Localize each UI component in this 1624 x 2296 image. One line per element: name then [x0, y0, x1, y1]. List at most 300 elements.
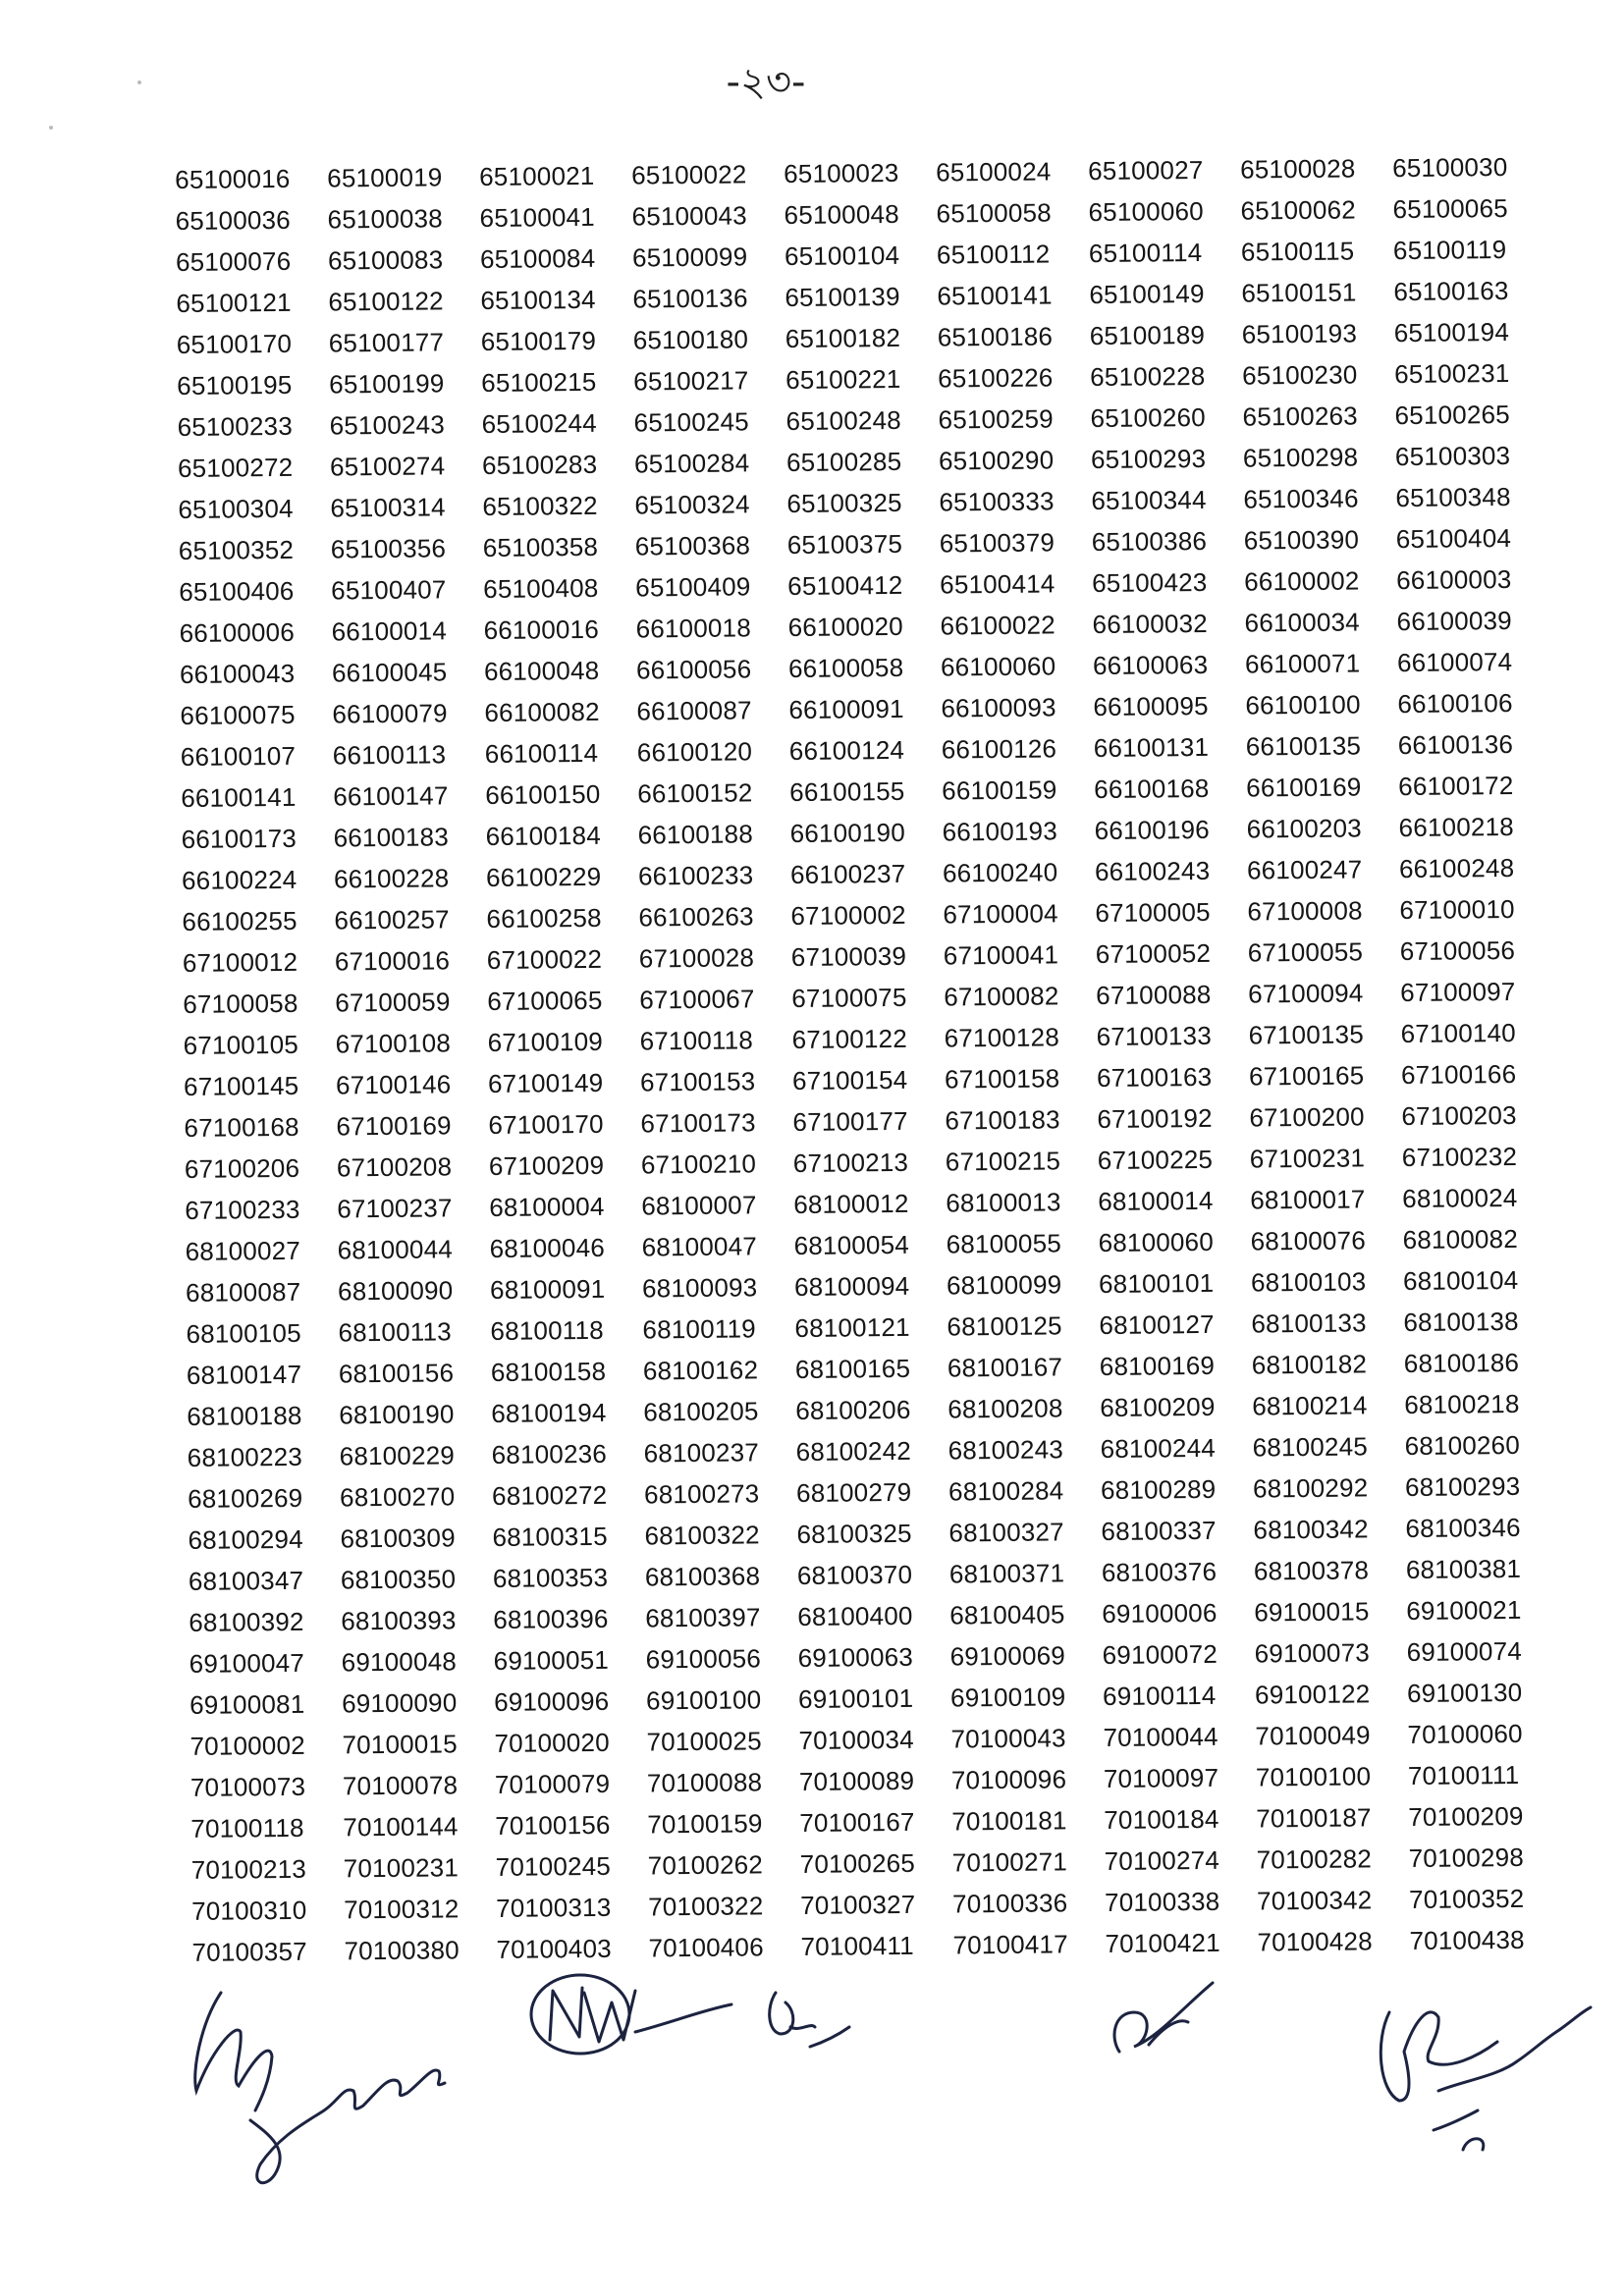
scan-speck	[49, 126, 53, 130]
roll-number: 67100203	[1401, 1099, 1517, 1132]
roll-number: 67100225	[1097, 1144, 1214, 1176]
roll-number: 68100353	[492, 1562, 609, 1593]
roll-number: 68100044	[337, 1234, 454, 1265]
roll-number: 66100240	[942, 857, 1058, 888]
roll-number: 70100336	[951, 1888, 1068, 1919]
roll-number: 68100229	[339, 1440, 456, 1471]
roll-number: 65100379	[939, 527, 1056, 559]
roll-number: 68100012	[793, 1188, 909, 1219]
roll-number: 65100060	[1088, 195, 1204, 228]
roll-number: 65100293	[1090, 443, 1207, 475]
roll-number: 65100348	[1395, 481, 1511, 513]
roll-number: 67100058	[183, 988, 298, 1019]
roll-number: 65100226	[938, 362, 1054, 394]
roll-number: 66100190	[789, 817, 906, 849]
roll-number: 67100004	[943, 898, 1058, 930]
roll-number: 70100403	[496, 1933, 612, 1964]
roll-number: 66100218	[1398, 811, 1515, 843]
roll-number: 68100208	[947, 1393, 1063, 1424]
roll-number: 66100172	[1398, 770, 1514, 802]
roll-number: 68100076	[1250, 1225, 1367, 1256]
roll-number: 65100119	[1392, 234, 1507, 266]
roll-number: 66100131	[1093, 731, 1210, 764]
roll-number: 68100127	[1099, 1308, 1215, 1341]
roll-number: 68100368	[644, 1561, 761, 1592]
roll-number: 68100169	[1099, 1350, 1216, 1382]
roll-number: 68100292	[1252, 1472, 1369, 1504]
roll-number: 67100149	[487, 1067, 604, 1098]
roll-number: 70100245	[495, 1850, 612, 1882]
roll-number: 65100298	[1242, 442, 1359, 473]
roll-number: 70100100	[1255, 1761, 1372, 1792]
roll-number: 70100428	[1257, 1926, 1373, 1957]
roll-number: 69100074	[1406, 1635, 1523, 1668]
roll-number: 67100109	[487, 1026, 604, 1057]
roll-number: 66100255	[182, 905, 298, 936]
roll-number: 68100156	[338, 1358, 455, 1389]
roll-number: 66100169	[1246, 772, 1362, 803]
roll-number: 70100079	[494, 1768, 611, 1799]
roll-number: 70100089	[798, 1765, 915, 1796]
roll-number: 70100342	[1256, 1885, 1373, 1916]
roll-number: 66100150	[485, 778, 601, 810]
roll-number: 67100166	[1400, 1058, 1517, 1091]
roll-number: 66100196	[1094, 814, 1211, 846]
roll-number: 69100021	[1406, 1594, 1522, 1627]
roll-number: 65100193	[1241, 318, 1358, 349]
roll-number: 67100052	[1095, 937, 1212, 970]
roll-number: 68100342	[1253, 1514, 1369, 1545]
roll-number: 65100386	[1091, 525, 1208, 558]
roll-number: 66100159	[942, 774, 1057, 806]
roll-number: 66100237	[789, 858, 906, 890]
roll-number: 68100104	[1402, 1264, 1519, 1297]
roll-number: 65100404	[1395, 522, 1512, 555]
roll-number: 66100188	[637, 819, 754, 850]
roll-number: 68100315	[492, 1521, 608, 1552]
roll-number: 68100004	[489, 1191, 605, 1222]
roll-number: 70100313	[495, 1892, 612, 1923]
roll-number: 65100016	[175, 163, 291, 194]
roll-number: 68100245	[1252, 1431, 1369, 1463]
roll-number: 68100167	[947, 1352, 1063, 1383]
roll-number: 65100115	[1240, 236, 1355, 267]
roll-number: 68100017	[1250, 1184, 1366, 1215]
roll-number: 67100128	[944, 1022, 1060, 1053]
roll-number: 67100005	[1095, 896, 1211, 929]
roll-number: 70100096	[950, 1764, 1067, 1795]
roll-number: 65100030	[1392, 151, 1508, 184]
roll-number: 65100151	[1241, 277, 1357, 308]
roll-number: 67100168	[184, 1111, 299, 1143]
roll-number: 65100186	[937, 321, 1054, 352]
roll-number: 68100392	[189, 1606, 304, 1637]
roll-number: 68100190	[339, 1399, 455, 1430]
roll-number: 65100263	[1242, 400, 1358, 432]
roll-number: 68100099	[946, 1269, 1062, 1301]
roll-number: 68100138	[1403, 1306, 1519, 1338]
roll-number: 70100060	[1407, 1718, 1523, 1750]
roll-number: 68100118	[490, 1314, 604, 1346]
roll-number: 67100028	[638, 942, 755, 974]
roll-number: 69100100	[645, 1684, 762, 1716]
roll-number: 65100414	[940, 568, 1056, 600]
roll-number: 68100236	[491, 1438, 608, 1469]
roll-number: 66100032	[1092, 608, 1209, 640]
roll-number: 70100044	[1103, 1721, 1218, 1752]
roll-number: 68100337	[1101, 1515, 1217, 1547]
signature-5	[1370, 1963, 1596, 2194]
roll-number: 66100034	[1244, 607, 1361, 638]
roll-number: 65100134	[480, 284, 596, 316]
roll-number: 69100090	[341, 1687, 458, 1719]
roll-number: 70100034	[798, 1724, 914, 1755]
roll-number: 70100380	[344, 1935, 460, 1966]
roll-number: 65100265	[1394, 399, 1510, 431]
roll-number: 70100097	[1103, 1762, 1219, 1793]
roll-number: 70100417	[952, 1929, 1068, 1960]
roll-number: 68100327	[948, 1517, 1064, 1548]
roll-number: 68100165	[794, 1353, 911, 1384]
roll-number: 66100074	[1396, 646, 1513, 678]
roll-number: 66100045	[331, 657, 448, 688]
roll-number: 67100088	[1096, 979, 1212, 1011]
roll-number: 65100149	[1089, 278, 1205, 310]
roll-number: 68100350	[340, 1564, 457, 1595]
roll-number: 70100111	[1407, 1759, 1520, 1791]
roll-number: 65100019	[327, 162, 443, 193]
roll-number: 68100381	[1405, 1553, 1522, 1585]
roll-number: 68100082	[1402, 1223, 1519, 1255]
roll-number: 68100242	[795, 1435, 912, 1467]
roll-number: 70100159	[647, 1808, 763, 1840]
roll-number: 67100108	[335, 1028, 452, 1059]
roll-number: 66100079	[332, 698, 448, 729]
roll-number: 65100230	[1242, 359, 1358, 391]
roll-number: 65100195	[177, 369, 293, 400]
roll-number: 66100141	[181, 781, 297, 813]
roll-number: 66100136	[1397, 728, 1514, 761]
roll-number: 65100170	[176, 328, 293, 359]
roll-number: 66100233	[637, 860, 754, 891]
roll-number: 65100390	[1243, 524, 1360, 556]
roll-number: 70100265	[799, 1847, 916, 1879]
roll-number: 70100144	[343, 1811, 459, 1842]
roll-number: 66100135	[1245, 730, 1362, 762]
roll-number: 70100352	[1408, 1883, 1525, 1915]
roll-number: 69100109	[949, 1682, 1066, 1713]
roll-number: 68100270	[339, 1481, 456, 1513]
roll-number: 65100199	[329, 368, 445, 400]
roll-number: 65100314	[330, 492, 446, 523]
roll-number: 70100298	[1408, 1842, 1525, 1874]
roll-number: 69100114	[1102, 1680, 1217, 1711]
roll-number: 68100309	[340, 1522, 456, 1554]
roll-number: 68100055	[946, 1228, 1062, 1259]
roll-number: 67100082	[944, 981, 1059, 1012]
roll-number: 68100047	[641, 1231, 758, 1262]
roll-number: 66100107	[180, 740, 297, 772]
roll-number: 66100155	[789, 775, 905, 808]
roll-number: 67100118	[639, 1025, 754, 1056]
roll-number: 69100048	[341, 1646, 458, 1678]
roll-number: 67100039	[790, 940, 907, 973]
roll-number: 70100181	[951, 1805, 1067, 1837]
roll-number: 65100136	[632, 283, 748, 314]
roll-number: 66100258	[486, 902, 602, 934]
roll-number: 70100438	[1409, 1924, 1525, 1956]
roll-number: 68100223	[187, 1441, 303, 1472]
roll-number: 68100397	[645, 1602, 761, 1633]
roll-number: 66100248	[1398, 852, 1515, 884]
roll-number: 66100093	[941, 692, 1056, 723]
roll-number: 65100083	[327, 244, 444, 276]
roll-number: 70100262	[647, 1849, 764, 1881]
roll-number: 66100016	[483, 614, 600, 646]
roll-number: 66100106	[1397, 687, 1513, 720]
roll-number: 65100036	[175, 204, 292, 236]
roll-number: 70100015	[342, 1729, 458, 1760]
roll-number: 65100228	[1090, 360, 1206, 393]
roll-number: 67100237	[337, 1193, 453, 1224]
roll-number: 70100073	[189, 1771, 306, 1802]
roll-number: 66100228	[333, 863, 450, 894]
roll-number: 65100028	[1240, 153, 1356, 185]
roll-number: 68100162	[642, 1355, 759, 1386]
roll-number: 70100025	[646, 1726, 762, 1757]
roll-number: 69100130	[1406, 1677, 1523, 1709]
roll-number: 68100325	[796, 1518, 912, 1549]
roll-number: 68100094	[793, 1270, 910, 1302]
roll-number: 65100021	[479, 160, 595, 192]
roll-number: 70100088	[646, 1767, 763, 1798]
roll-number: 70100274	[1104, 1844, 1220, 1876]
roll-number: 65100194	[1393, 316, 1510, 348]
scan-speck	[137, 80, 141, 84]
roll-number: 67100065	[487, 985, 603, 1016]
roll-number: 65100182	[785, 322, 901, 354]
roll-number: 66100022	[940, 610, 1056, 641]
roll-number: 68100087	[185, 1276, 301, 1308]
roll-number: 66100018	[635, 613, 752, 644]
roll-number: 68100007	[641, 1190, 757, 1221]
roll-number: 68100205	[643, 1396, 759, 1427]
roll-number: 65100139	[785, 281, 900, 313]
roll-number: 65100024	[936, 156, 1052, 187]
page-number: -২৩-	[726, 60, 806, 105]
roll-number: 68100194	[491, 1397, 607, 1428]
roll-number: 70100357	[191, 1936, 307, 1967]
roll-number: 66100063	[1092, 649, 1209, 681]
roll-number: 68100027	[185, 1235, 301, 1266]
roll-number: 65100114	[1088, 237, 1203, 269]
roll-number: 65100121	[176, 287, 292, 318]
roll-number: 66100002	[1244, 565, 1360, 597]
roll-number: 67100122	[791, 1023, 908, 1055]
roll-number: 70100282	[1256, 1843, 1373, 1875]
roll-number: 66100152	[637, 777, 753, 809]
roll-number: 67100165	[1248, 1060, 1365, 1092]
roll-number: 65100041	[479, 201, 596, 234]
roll-number: 65100062	[1240, 194, 1356, 226]
roll-number: 67100140	[1400, 1017, 1517, 1049]
roll-number: 65100221	[785, 363, 901, 396]
roll-number: 66100173	[181, 823, 298, 854]
roll-number: 66100114	[484, 737, 599, 769]
roll-number: 67100231	[1249, 1143, 1366, 1174]
roll-number: 65100022	[631, 159, 747, 190]
roll-number: 67100200	[1249, 1101, 1365, 1133]
roll-number: 68100346	[1405, 1512, 1521, 1544]
roll-number: 70100406	[648, 1932, 764, 1963]
roll-number: 67100170	[488, 1108, 604, 1140]
roll-number: 68100243	[947, 1434, 1064, 1466]
roll-number: 70100231	[343, 1852, 460, 1884]
roll-number: 66100039	[1396, 605, 1512, 637]
roll-number: 69100015	[1254, 1596, 1370, 1628]
roll-number: 65100352	[178, 534, 295, 565]
roll-number: 68100284	[947, 1475, 1064, 1507]
roll-number: 67100209	[488, 1149, 605, 1181]
roll-number: 67100022	[486, 943, 603, 975]
roll-number: 65100243	[329, 409, 446, 441]
roll-number: 65100406	[179, 575, 295, 607]
roll-number: 69100073	[1254, 1637, 1371, 1669]
roll-number: 66100183	[333, 822, 450, 853]
roll-number: 65100290	[938, 445, 1055, 476]
roll-number: 67100154	[791, 1064, 908, 1096]
roll-number: 66100003	[1396, 563, 1512, 596]
roll-number: 68100121	[794, 1311, 910, 1343]
roll-number: 70100421	[1105, 1927, 1220, 1958]
roll-number: 66100056	[635, 654, 752, 685]
roll-number: 65100346	[1243, 483, 1359, 514]
roll-number: 68100376	[1101, 1556, 1218, 1588]
roll-number: 65100368	[634, 530, 751, 561]
roll-number: 68100113	[338, 1316, 452, 1348]
roll-number: 67100183	[945, 1104, 1060, 1136]
roll-number: 69100122	[1254, 1679, 1371, 1710]
roll-number: 65100076	[175, 245, 292, 277]
roll-number: 65100333	[939, 486, 1055, 517]
roll-number: 65100244	[481, 407, 598, 440]
roll-number: 67100169	[336, 1110, 452, 1142]
roll-number: 66100095	[1093, 690, 1209, 722]
roll-number: 65100409	[635, 571, 751, 603]
roll-number: 69100047	[189, 1647, 305, 1679]
roll-number: 65100084	[479, 242, 596, 275]
roll-number: 67100016	[334, 945, 451, 977]
roll-number: 65100325	[786, 487, 902, 519]
roll-number: 67100056	[1399, 934, 1516, 967]
roll-number: 65100099	[631, 241, 748, 273]
roll-number: 68100293	[1404, 1470, 1521, 1503]
roll-number: 70100411	[800, 1930, 915, 1961]
roll-number: 70100310	[190, 1895, 307, 1926]
roll-number: 65100048	[784, 198, 899, 231]
roll-number: 68100182	[1251, 1349, 1368, 1380]
roll-number: 67100158	[944, 1063, 1060, 1095]
roll-number: 66100184	[485, 820, 602, 851]
roll-number: 68100347	[188, 1565, 304, 1596]
roll-number: 65100358	[482, 531, 599, 563]
roll-number: 65100179	[480, 325, 597, 357]
roll-number: 70100156	[495, 1809, 611, 1841]
roll-number: 69100006	[1102, 1597, 1218, 1629]
roll-number: 67100055	[1247, 936, 1364, 968]
roll-number: 69100069	[949, 1640, 1066, 1672]
roll-number: 68100279	[795, 1476, 912, 1508]
roll-number: 67100135	[1248, 1019, 1365, 1050]
roll-number: 66100100	[1245, 689, 1361, 721]
roll-number: 66100229	[485, 861, 602, 892]
roll-number: 66100124	[788, 734, 905, 767]
roll-number: 68100186	[1403, 1347, 1520, 1379]
roll-number: 68100133	[1251, 1308, 1367, 1339]
roll-number: 66100113	[332, 739, 447, 771]
roll-number: 65100233	[177, 410, 294, 442]
roll-number: 68100206	[795, 1394, 911, 1425]
roll-number: 67100208	[336, 1151, 453, 1183]
roll-number: 70100167	[799, 1806, 915, 1838]
roll-number: 69100056	[645, 1643, 762, 1675]
roll-number: 68100091	[489, 1273, 606, 1305]
roll-number: 65100217	[633, 365, 749, 397]
roll-number: 69100051	[493, 1644, 610, 1676]
signature-4	[1090, 1958, 1227, 2081]
roll-number: 65100344	[1091, 484, 1207, 516]
signature-1	[182, 1963, 466, 2204]
roll-number: 65100322	[482, 490, 598, 522]
roll-number: 65100023	[784, 157, 899, 189]
roll-number: 67100206	[184, 1152, 300, 1184]
roll-number: 69100063	[797, 1641, 914, 1673]
roll-number: 65100177	[328, 327, 445, 358]
roll-number: 68100400	[797, 1600, 913, 1631]
roll-number: 69100101	[797, 1682, 914, 1714]
roll-number: 68100244	[1100, 1432, 1217, 1465]
roll-number: 65100407	[331, 574, 447, 606]
roll-number: 68100237	[643, 1437, 760, 1468]
roll-number: 65100412	[787, 569, 903, 602]
roll-number: 68100405	[949, 1599, 1065, 1630]
roll-number: 68100370	[796, 1559, 913, 1590]
roll-number: 68100024	[1402, 1182, 1518, 1214]
roll-number: 66100043	[179, 658, 296, 689]
roll-number: 68100272	[491, 1479, 608, 1511]
roll-number-grid	[175, 145, 1577, 1972]
roll-number: 67100153	[639, 1066, 756, 1097]
roll-number: 67100213	[792, 1147, 909, 1179]
roll-number: 68100125	[947, 1310, 1062, 1342]
roll-number: 66100075	[180, 699, 296, 730]
roll-number: 65100259	[938, 403, 1055, 435]
roll-number: 66100014	[331, 615, 448, 647]
roll-number: 67100075	[791, 982, 907, 1014]
roll-number: 67100210	[640, 1148, 757, 1180]
roll-number: 67100059	[335, 987, 451, 1018]
roll-number: 66100243	[1094, 855, 1211, 887]
roll-number: 70100322	[647, 1891, 764, 1922]
roll-number: 66100006	[179, 616, 296, 648]
roll-number: 68100269	[187, 1482, 303, 1514]
roll-number: 67100012	[182, 946, 298, 978]
roll-number: 70100184	[1104, 1803, 1219, 1835]
roll-number: 65100324	[634, 489, 750, 520]
roll-number: 65100231	[1394, 357, 1510, 390]
roll-number: 67100097	[1400, 976, 1516, 1008]
roll-number: 68100294	[188, 1523, 303, 1555]
